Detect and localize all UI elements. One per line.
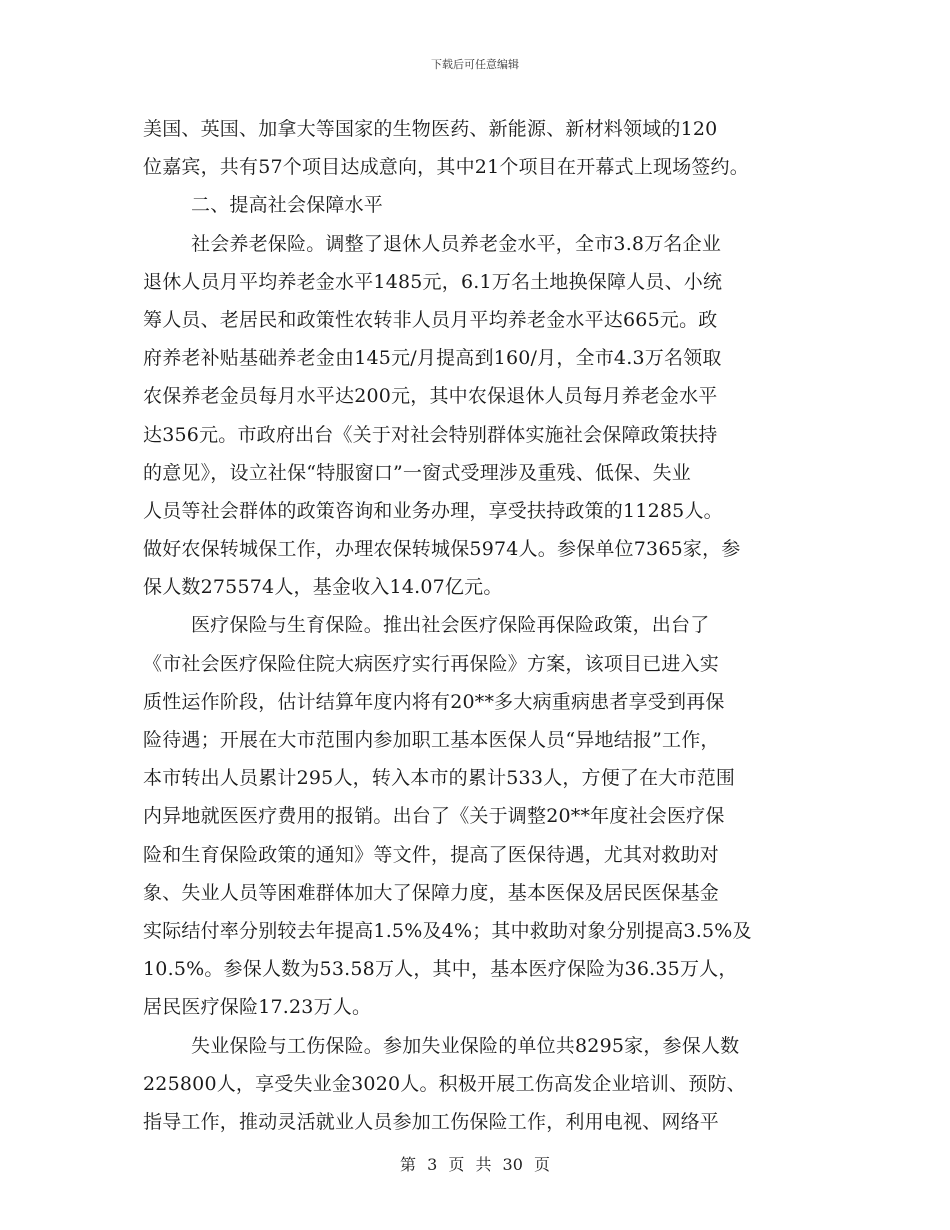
text-line: 退休人员月平均养老金水平1485元，6.1万名土地换保障人员、小统 <box>143 270 723 293</box>
text-line: 人员等社会群体的政策咨询和业务办理，享受扶持政策的11285人。 <box>143 499 723 522</box>
text-line: 做好农保转城保工作，办理农保转城保5974人。参保单位7365家，参 <box>143 538 741 561</box>
text-line: 美国、英国、加拿大等国家的生物医药、新能源、新材料领域的120 <box>143 118 718 140</box>
text-line: 府养老补贴基础养老金由145元/月提高到160/月，全市4.3万名领取 <box>143 347 722 370</box>
page-header: 下载后可任意编辑 <box>431 58 519 71</box>
text-line: 内异地就医医疗费用的报销。出台了《关于调整20**年度社会医疗保 <box>143 805 725 828</box>
text-line: 达356元。市政府出台《关于对社会特别群体实施社会保障政策扶持 <box>143 423 718 446</box>
text-line: 指导工作，推动灵活就业人员参加工伤保险工作，利用电视、网络平 <box>143 1110 720 1133</box>
paragraph-start: 失业保险与工伤保险。参加失业保险的单位共8295家，参保人数 <box>191 1034 740 1057</box>
page-footer: 第 3 页 共 30 页 <box>400 1155 550 1174</box>
text-line: 农保养老金员每月水平达200元，其中农保退休人员每月养老金水平 <box>143 385 718 408</box>
text-line: 实际结付率分别较去年提高1.5%及4%；其中救助对象分别提高3.5%及 <box>143 919 752 942</box>
text-line: 本市转出人员累计295人，转入本市的累计533人，方便了在大市范围 <box>143 767 736 790</box>
document-body <box>143 110 823 1141</box>
text-line: 筹人员、老居民和政策性农转非人员月平均养老金水平达665元。政 <box>143 308 718 331</box>
paragraph-start: 社会养老保险。调整了退休人员养老金水平，全市3.8万名企业 <box>191 232 722 255</box>
text-line: 险待遇；开展在大市范围内参加职工基本医保人员“异地结报”工作， <box>143 729 720 751</box>
text-line: 险和生育保险政策的通知》等文件，提高了医保待遇，尤其对救助对 <box>143 843 720 866</box>
text-line: 225800人，享受失业金3020人。积极开展工伤高发企业培训、预防、 <box>143 1072 746 1095</box>
text-line: 的意见》，设立社保“特服窗口”一窗式受理涉及重残、低保、失业 <box>143 461 691 484</box>
text-line: 质性运作阶段，估计结算年度内将有20**多大病重病患者享受到再保 <box>143 690 725 713</box>
text-line: 象、失业人员等困难群体加大了保障力度，基本医保及居民医保基金 <box>143 881 720 904</box>
text-line: 保人数275574人，基金收入14.07亿元。 <box>143 576 503 599</box>
paragraph-start: 医疗保险与生育保险。推出社会医疗保险再保险政策，出台了 <box>191 614 710 637</box>
text-line: 位嘉宾，共有57个项目达成意向，其中21个项目在开幕式上现场签约。 <box>143 156 749 179</box>
section-heading: 二、提高社会保障水平 <box>191 194 384 217</box>
text-line: 居民医疗保险17.23万人。 <box>143 996 372 1019</box>
text-line: 《市社会医疗保险住院大病医疗实行再保险》方案，该项目已进入实 <box>143 652 720 675</box>
text-line: 10.5%。参保人数为53.58万人，其中，基本医疗保险为36.35万人， <box>143 958 738 981</box>
